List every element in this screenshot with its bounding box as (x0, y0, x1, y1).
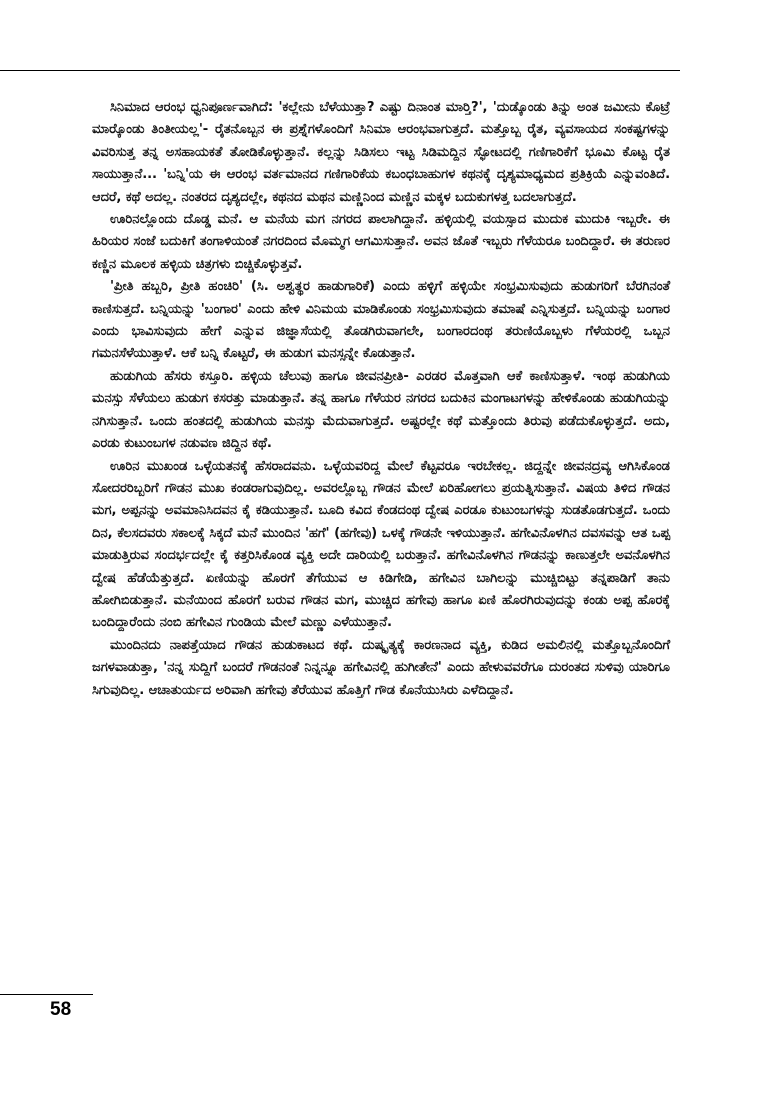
article-body (92, 97, 670, 702)
header-rule (0, 70, 680, 71)
paragraph-2: ಊರಿನಲ್ಲೊಂದು ದೊಡ್ಡ ಮನೆ. ಆ ಮನೆಯ ಮಗ ನಗರದ ಪಾಲಾಗಿದ್ದಾನೆ. ಹಳ್ಳಿಯಲ್ಲಿ ವಯಸ್ಸಾದ ಮುದುಕ ಮುದುಕಿ ಇಬ್ಬರೇ. ಈ ಹಿರಿಯರ ಸಂಜೆ ಬದುಕಿಗೆ ತಂಗಾಳಿಯಂತೆ ನಗರದಿಂದ ಮೊಮ್ಮಗ ಆಗಮಿಸುತ್ತಾನೆ. ಅವನ ಜೊತೆ ಇಬ್ಬರು ಗೆಳೆಯರೂ ಬಂದಿದ್ದಾರೆ. ಈ ತರುಣರ ಕಣ್ಣಿನ ಮೂಲಕ ಹಳ್ಳಿಯ ಚಿತ್ರಗಳು ಬಿಚ್ಚಿಕೊಳ್ಳುತ್ತವೆ. (92, 212, 670, 272)
paragraph-6: ಮುಂದಿನದು ನಾಪತ್ತೆಯಾದ ಗೌಡನ ಹುಡುಕಾಟದ ಕಥೆ. ದುಷ್ಕೃತ್ಯಕ್ಕೆ ಕಾರಣನಾದ ವ್ಯಕ್ತಿ, ಕುಡಿದ ಅಮಲಿನಲ್ಲಿ ಮತ್ತೊಬ್ಬನೊಂದಿಗೆ ಜಗಳವಾಡುತ್ತಾ, 'ನನ್ನ ಸುದ್ದಿಗೆ ಬಂದರೆ ಗೌಡನಂತೆ ನಿನ್ನನ್ನೂ ಹಗೇವಿನಲ್ಲಿ ಹುಗೀತೇನೆ' ಎಂದು ಹೇಳುವವರೆಗೂ ದುರಂತದ ಸುಳಿವು ಯಾರಿಗೂ ಸಿಗುವುದಿಲ್ಲ. ಆಚಾತುರ್ಯದ ಅರಿವಾಗಿ ಹಗೇವು ತೆರೆಯುವ ಹೊತ್ತಿಗೆ ಗೌಡ ಕೊನೆಯುಸಿರು ಎಳೆದಿದ್ದಾನೆ. (92, 637, 670, 698)
footer-rule (0, 994, 93, 995)
paragraph-1: ಸಿನಿಮಾದ ಆರಂಭ ಧ್ವನಿಪೂರ್ಣವಾಗಿದೆ: 'ಕಲ್ಲೇನು ಬೆಳೆಯುತ್ತಾ? ಎಷ್ಟು ದಿನಾಂತ ಮಾರ್‍ತಿ?', 'ದುಡ್ಕೊಂಡು ತಿನ್ನು ಅಂತ ಜಮೀನು ಕೊಟ್ರೆ ಮಾರ್‍ಕೊಂಡು ತಿಂತೀಯಲ್ಲ'- ರೈತನೊಬ್ಬನ ಈ ಪ್ರಶ್ನೆಗಳೊಂದಿಗೆ ಸಿನಿಮಾ ಆರಂಭವಾಗುತ್ತದೆ. ಮತ್ತೊಬ್ಬ ರೈತ, ವ್ಯವಸಾಯದ ಸಂಕಷ್ಟಗಳನ್ನು ವಿವರಿಸುತ್ತ ತನ್ನ ಅಸಹಾಯಕತೆ ತೋಡಿಕೊಳ್ಳುತ್ತಾನೆ. ಕಲ್ಲನ್ನು ಸಿಡಿಸಲು ಇಟ್ಟ ಸಿಡಿಮದ್ದಿನ ಸ್ಫೋಟದಲ್ಲಿ ಗಣಿಗಾರಿಕೆಗೆ ಭೂಮಿ ಕೊಟ್ಟ ರೈತ ಸಾಯುತ್ತಾನೆ... 'ಬನ್ನಿ'ಯ ಈ ಆರಂಭ ವರ್ತಮಾನದ ಗಣಿಗಾರಿಕೆಯ ಕಬಂಧಬಾಹುಗಳ ಕಥನಕ್ಕೆ ದೃಶ್ಯಮಾಧ್ಯಮದ ಪ್ರತಿಕ್ರಿಯೆ ಎನ್ನುವಂತಿದೆ. ಆದರೆ, ಕಥೆ ಅದಲ್ಲ. ನಂತರದ ದೃಶ್ಯದಲ್ಲೇ, ಕಥನದ ಮಥನ ಮಣ್ಣಿನಿಂದ ಮಣ್ಣಿನ ಮಕ್ಕಳ ಬದುಕುಗಳತ್ತ ಬದಲಾಗುತ್ತದೆ. (92, 100, 670, 205)
page-number: 58 (50, 999, 72, 1020)
paragraph-4: ಹುಡುಗಿಯ ಹೆಸರು ಕಸ್ತೂರಿ. ಹಳ್ಳಿಯ ಚೆಲುವು ಹಾಗೂ ಜೀವನಪ್ರೀತಿ- ಎರಡರ ಮೊತ್ತವಾಗಿ ಆಕೆ ಕಾಣಿಸುತ್ತಾಳೆ. ಇಂಥ ಹುಡುಗಿಯ ಮನಸ್ಸು ಸೆಳೆಯಲು ಹುಡುಗ ಕಸರತ್ತು ಮಾಡುತ್ತಾನೆ. ತನ್ನ ಹಾಗೂ ಗೆಳೆಯರ ನಗರದ ಬದುಕಿನ ಮಂಗಾಟಗಳನ್ನು ಹೇಳಿಕೊಂಡು ಹುಡುಗಿಯನ್ನು ನಗಿಸುತ್ತಾನೆ. ಒಂದು ಹಂತದಲ್ಲಿ ಹುಡುಗಿಯ ಮನಸ್ಸು ಮೆದುವಾಗುತ್ತದೆ. ಅಷ್ಟರಲ್ಲೇ ಕಥೆ ಮತ್ತೊಂದು ತಿರುವು ಪಡೆದುಕೊಳ್ಳುತ್ತದೆ. ಅದು, ಎರಡು ಕುಟುಂಬಗಳ ನಡುವಣ ಜಿದ್ದಿನ ಕಥೆ. (92, 368, 670, 452)
paragraph-5: ಊರಿನ ಮುಖಂಡ ಒಳ್ಳೆಯತನಕ್ಕೆ ಹೆಸರಾದವನು. ಒಳ್ಳೆಯವರಿದ್ದ ಮೇಲೆ ಕೆಟ್ಟವರೂ ಇರಬೇಕಲ್ಲ. ಜಿದ್ದನ್ನೇ ಜೀವನದ್ರವ್ಯ ಆಗಿಸಿಕೊಂಡ ಸೋದರರಿಬ್ಬರಿಗೆ ಗೌಡನ ಮುಖ ಕಂಡರಾಗುವುದಿಲ್ಲ. ಅವರಲ್ಲೊಬ್ಬ ಗೌಡನ ಮೇಲೆ ಏರಿಹೋಗಲು ಪ್ರಯತ್ನಿಸುತ್ತಾನೆ. ವಿಷಯ ತಿಳಿದ ಗೌಡನ ಮಗ, ಅಪ್ಪನನ್ನು ಅವಮಾನಿಸಿದವನ ಕೈ ಕಡಿಯುತ್ತಾನೆ. ಬೂದಿ ಕವಿದ ಕೆಂಡದಂಥ ದ್ವೇಷ ಎರಡೂ ಕುಟುಂಬಗಳನ್ನು ಸುಡತೊಡಗುತ್ತದೆ. ಒಂದು ದಿನ, ಕೆಲಸದವರು ಸಕಾಲಕ್ಕೆ ಸಿಕ್ಕದೆ ಮನೆ ಮುಂದಿನ 'ಹಗೆ' (ಹಗೇವು) ಒಳಕ್ಕೆ ಗೌಡನೇ ಇಳಿಯುತ್ತಾನೆ. ಹಗೇವಿನೊಳಗಿನ ದವಸವನ್ನು ಆತ ಒಪ್ಪ ಮಾಡುತ್ತಿರುವ ಸಂದರ್ಭದಲ್ಲೇ ಕೈ ಕತ್ತರಿಸಿಕೊಂಡ ವ್ಯಕ್ತಿ ಅದೇ ದಾರಿಯಲ್ಲಿ ಬರುತ್ತಾನೆ. ಹಗೇವಿನೊಳಗಿನ ಗೌಡನನ್ನು ಕಾಣುತ್ತಲೇ ಅವನೊಳಗಿನ ದ್ವೇಷ ಹೆಡೆಯೆತ್ತುತ್ತದೆ. ಏಣಿಯನ್ನು ಹೊರಗೆ ತೆಗೆಯುವ ಆ ಕಿಡಿಗೇಡಿ, ಹಗೇವಿನ ಬಾಗಿಲನ್ನು ಮುಚ್ಚಿಬಿಟ್ಟು ತನ್ನಪಾಡಿಗೆ ತಾನು ಹೋಗಿಬಿಡುತ್ತಾನೆ. ಮನೆಯಿಂದ ಹೊರಗೆ ಬರುವ ಗೌಡನ ಮಗ, ಮುಚ್ಚಿದ ಹಗೇವು ಹಾಗೂ ಏಣಿ ಹೊರಗಿರುವುದನ್ನು ಕಂಡು ಅಪ್ಪ ಹೊರಕ್ಕೆ ಬಂದಿದ್ದಾರೆಂದು ನಂಬಿ ಹಗೇವಿನ ಗುಂಡಿಯ ಮೇಲೆ ಮಣ್ಣು ಎಳೆಯುತ್ತಾನೆ. (92, 458, 671, 631)
paragraph-3: 'ಪ್ರೀತಿ ಹಬ್ಬರಿ, ಪ್ರೀತಿ ಹಂಚಿರಿ' (ಸಿ. ಅಶ್ವತ್ಥರ ಹಾಡುಗಾರಿಕೆ) ಎಂದು ಹಳ್ಳಿಗೆ ಹಳ್ಳಿಯೇ ಸಂಭ್ರಮಿಸುವುದು ಹುಡುಗರಿಗೆ ಬೆರಗಿನಂತೆ ಕಾಣಿಸುತ್ತದೆ. ಬನ್ನಿಯನ್ನು 'ಬಂಗಾರ' ಎಂದು ಹೇಳಿ ವಿನಿಮಯ ಮಾಡಿಕೊಂಡು ಸಂಭ್ರಮಿಸುವುದು ತಮಾಷೆ ಎನ್ನಿಸುತ್ತದೆ. ಬನ್ನಿಯನ್ನು ಬಂಗಾರ ಎಂದು ಭಾವಿಸುವುದು ಹೇಗೆ ಎನ್ನುವ ಜಿಜ್ಞಾಸೆಯಲ್ಲಿ ತೊಡಗಿರುವಾಗಲೇ, ಬಂಗಾರದಂಥ ತರುಣಿಯೊಬ್ಬಳು ಗೆಳೆಯರಲ್ಲಿ ಒಬ್ಬನ ಗಮನಸೆಳೆಯುತ್ತಾಳೆ. ಆಕೆ ಬನ್ನಿ ಕೊಟ್ಟರೆ, ಈ ಹುಡುಗ ಮನಸ್ಸನ್ನೇ ಕೊಡುತ್ತಾನೆ. (92, 279, 670, 362)
